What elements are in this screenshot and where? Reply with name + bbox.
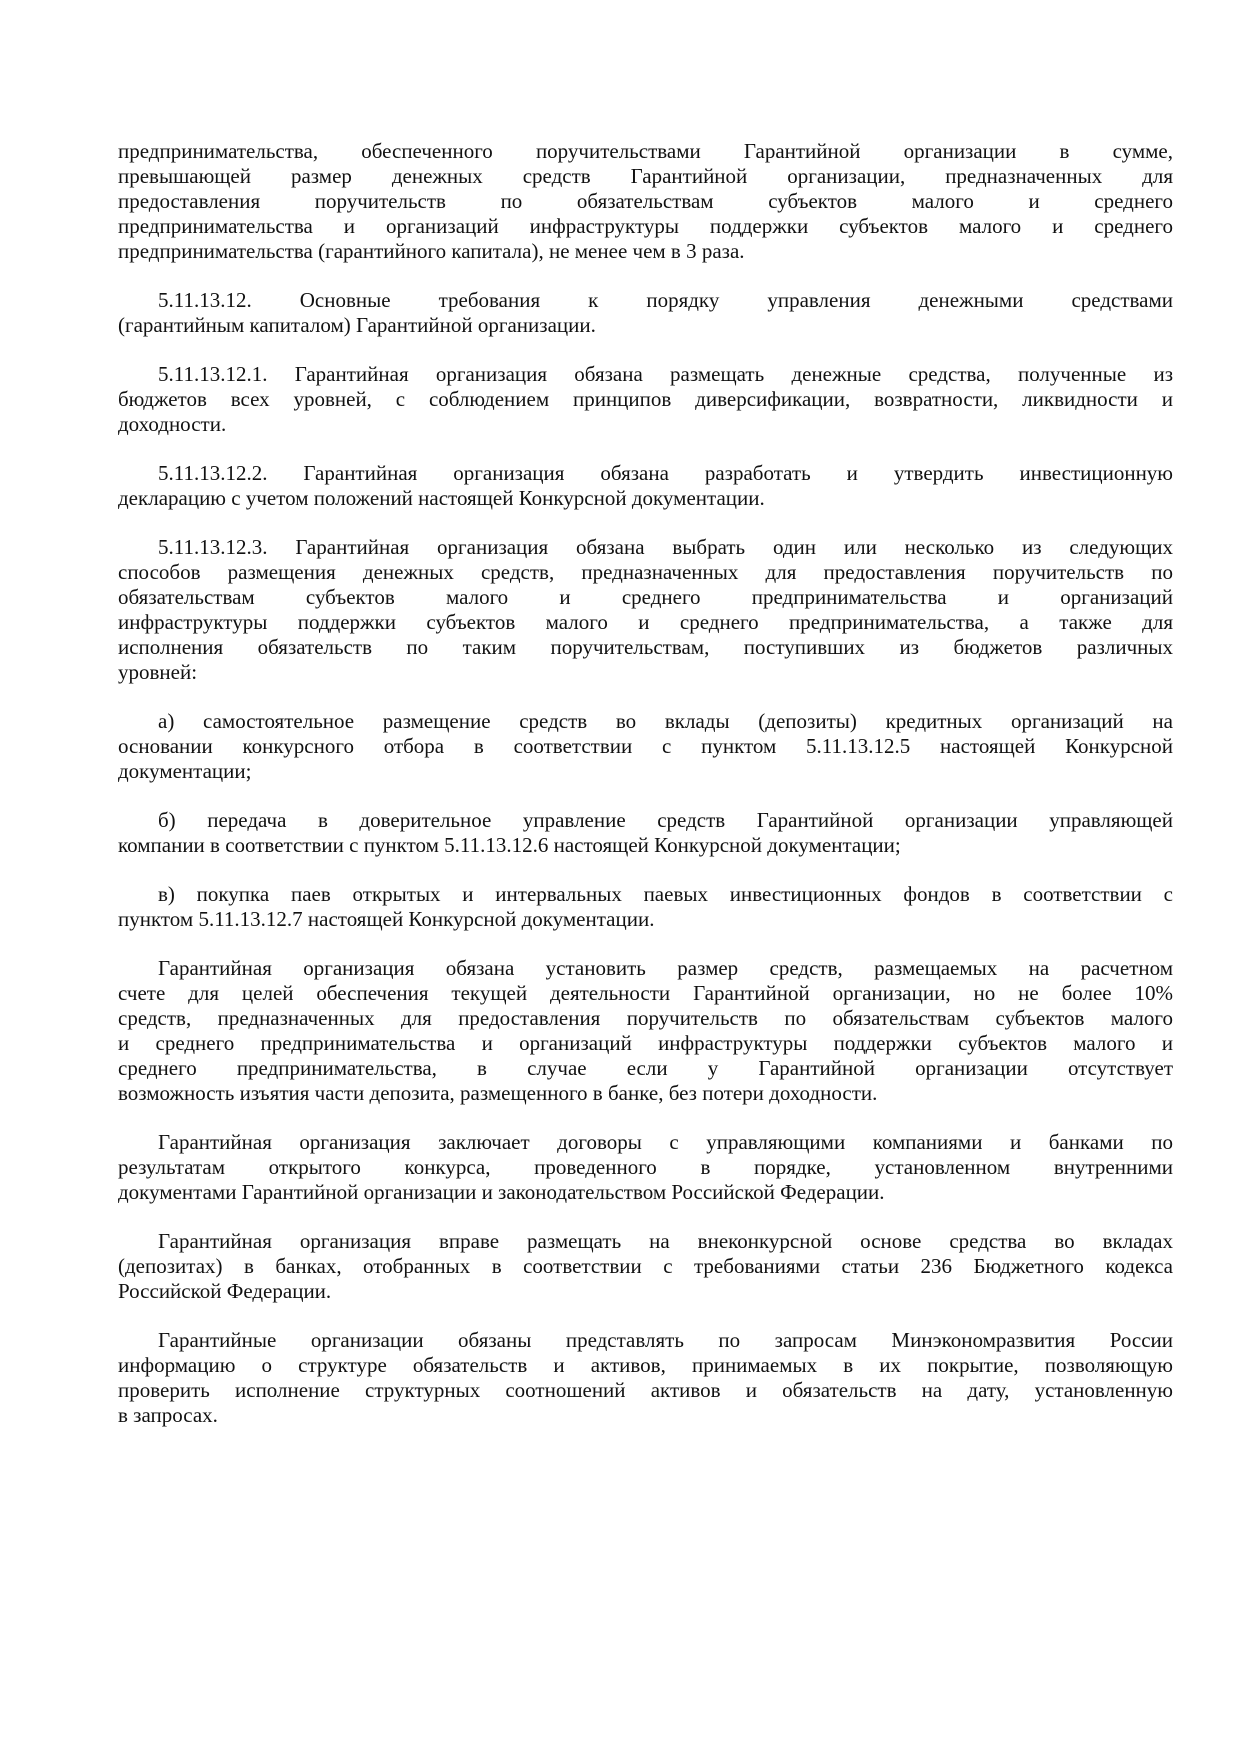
text-line: исполнения обязательств по таким поручительствам, поступивших из бюджетов различных: [118, 635, 1173, 659]
text-line: возможность изъятия части депозита, размещенного в банке, без потери доходности.: [118, 1081, 878, 1105]
paragraph: [118, 288, 1173, 338]
text-line: пунктом 5.11.13.12.7 настоящей Конкурсной документации.: [118, 907, 655, 931]
text-line: основании конкурсного отбора в соответствии с пунктом 5.11.13.12.5 настоящей Конкурсной: [118, 734, 1173, 758]
text-line: 5.11.13.12.1. Гарантийная организация обязана размещать денежные средства, полученные из: [158, 362, 1173, 386]
text-line: способов размещения денежных средств, предназначенных для предоставления поручительств по: [118, 560, 1173, 584]
text-line: доходности.: [118, 412, 227, 436]
text-line: декларацию с учетом положений настоящей Конкурсной документации.: [118, 486, 765, 510]
paragraph: [118, 709, 1173, 784]
text-line: компании в соответствии с пунктом 5.11.13.12.6 настоящей Конкурсной документации;: [118, 833, 901, 857]
text-line: документации;: [118, 759, 252, 783]
text-line: а) самостоятельное размещение средств во вклады (депозиты) кредитных организаций на: [158, 709, 1173, 733]
text-line: предпринимательства и организаций инфраструктуры поддержки субъектов малого и среднего: [118, 214, 1173, 238]
paragraph: [118, 1130, 1173, 1205]
text-line: Гарантийная организация обязана установить размер средств, размещаемых на расчетном: [158, 956, 1173, 980]
text-line: предпринимательства, обеспеченного поручительствами Гарантийной организации в сумме,: [118, 139, 1173, 163]
text-line: счете для целей обеспечения текущей деятельности Гарантийной организации, но не более 10%: [118, 981, 1173, 1005]
paragraph: [118, 535, 1173, 685]
paragraph: [118, 1328, 1173, 1428]
text-line: (депозитах) в банках, отобранных в соответствии с требованиями статьи 236 Бюджетного кодекса: [118, 1254, 1173, 1278]
text-line: предпринимательства (гарантийного капитала), не менее чем в 3 раза.: [118, 239, 745, 263]
text-line: в запросах.: [118, 1403, 218, 1427]
text-line: результатам открытого конкурса, проведенного в порядке, установленном внутренними: [118, 1155, 1173, 1179]
paragraph: [118, 808, 1173, 858]
text-line: предоставления поручительств по обязательствам субъектов малого и среднего: [118, 189, 1173, 213]
paragraph: [118, 882, 1173, 932]
paragraph: [118, 956, 1173, 1106]
text-line: средств, предназначенных для предоставления поручительств по обязательствам субъектов малого: [118, 1006, 1173, 1030]
text-line: 5.11.13.12.3. Гарантийная организация обязана выбрать один или несколько из следующих: [158, 535, 1173, 559]
text-line: Гарантийная организация вправе размещать на внеконкурсной основе средства во вкладах: [158, 1229, 1173, 1253]
text-line: б) передача в доверительное управление средств Гарантийной организации управляющей: [158, 808, 1173, 832]
paragraph: [118, 362, 1173, 437]
text-line: (гарантийным капиталом) Гарантийной организации.: [118, 313, 596, 337]
text-line: проверить исполнение структурных соотношений активов и обязательств на дату, установленную: [118, 1378, 1173, 1402]
document-page-body: [118, 139, 1173, 1452]
text-line: информацию о структуре обязательств и активов, принимаемых в их покрытие, позволяющую: [118, 1353, 1173, 1377]
text-line: 5.11.13.12. Основные требования к порядку управления денежными средствами: [158, 288, 1173, 312]
paragraph: [118, 461, 1173, 511]
text-line: Гарантийные организации обязаны представлять по запросам Минэкономразвития России: [158, 1328, 1173, 1352]
text-line: уровней:: [118, 660, 198, 684]
text-line: превышающей размер денежных средств Гарантийной организации, предназначенных для: [118, 164, 1173, 188]
text-line: 5.11.13.12.2. Гарантийная организация обязана разработать и утвердить инвестиционную: [158, 461, 1173, 485]
text-line: обязательствам субъектов малого и среднего предпринимательства и организаций: [118, 585, 1173, 609]
text-line: документами Гарантийной организации и законодательством Российской Федерации.: [118, 1180, 885, 1204]
text-line: в) покупка паев открытых и интервальных паевых инвестиционных фондов в соответствии с: [158, 882, 1173, 906]
text-line: бюджетов всех уровней, с соблюдением принципов диверсификации, возвратности, ликвидности и: [118, 387, 1173, 411]
text-line: Гарантийная организация заключает договоры с управляющими компаниями и банками по: [158, 1130, 1173, 1154]
paragraph: [118, 1229, 1173, 1304]
text-line: среднего предпринимательства, в случае если у Гарантийной организации отсутствует: [118, 1056, 1173, 1080]
paragraph: [118, 139, 1173, 264]
text-line: Российской Федерации.: [118, 1279, 332, 1303]
text-line: инфраструктуры поддержки субъектов малого и среднего предпринимательства, а также для: [118, 610, 1173, 634]
text-line: и среднего предпринимательства и организаций инфраструктуры поддержки субъектов малого и: [118, 1031, 1173, 1055]
